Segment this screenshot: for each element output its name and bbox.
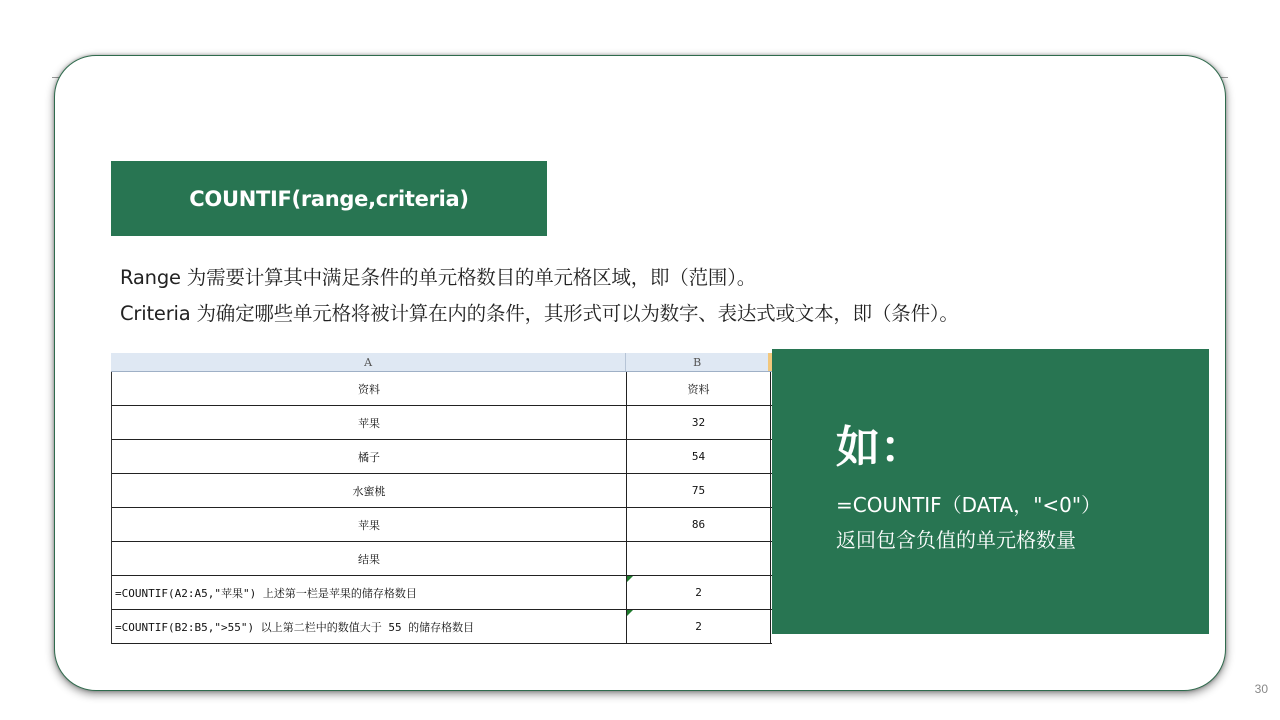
cell-b8-value: 2 (695, 620, 702, 633)
table-row (112, 576, 772, 610)
formula-flag-icon (627, 576, 633, 582)
formula-banner (111, 161, 547, 236)
spreadsheet-example (111, 353, 772, 644)
column-header-row (111, 353, 772, 372)
cell-a2[interactable]: 苹果 (112, 406, 627, 439)
cell-a7[interactable]: =COUNTIF(A2:A5,"苹果") 上述第一栏是苹果的储存格数目 (112, 576, 627, 609)
cell-b1[interactable]: 资料 (627, 372, 771, 405)
cell-a8[interactable]: =COUNTIF(B2:B5,">55") 以上第二栏中的数值大于 55 的储存格数目 (112, 610, 627, 643)
table-row (112, 440, 772, 474)
cell-a3[interactable]: 橘子 (112, 440, 627, 473)
cell-a4[interactable]: 水蜜桃 (112, 474, 627, 507)
table-row (112, 474, 772, 508)
cell-b5[interactable]: 86 (627, 508, 771, 541)
formula-flag-icon (627, 610, 633, 616)
formula-syntax: COUNTIF(range,criteria) (189, 186, 469, 211)
cell-a1[interactable]: 资料 (112, 372, 627, 405)
cell-a6[interactable]: 结果 (112, 542, 627, 575)
table-row (112, 508, 772, 542)
table-row (112, 542, 772, 576)
example-title: 如： (836, 422, 924, 473)
sheet-rows (111, 372, 772, 644)
cell-b7[interactable] (627, 576, 771, 609)
example-box (772, 349, 1209, 634)
cell-b4[interactable]: 75 (627, 474, 771, 507)
page-number: 30 (1254, 682, 1268, 696)
table-row (112, 372, 772, 406)
cell-b2[interactable]: 32 (627, 406, 771, 439)
cell-b3[interactable]: 54 (627, 440, 771, 473)
example-formula: =COUNTIF（DATA，"<0"） (836, 493, 1102, 517)
cell-b8[interactable] (627, 610, 771, 643)
column-header-b[interactable]: B (626, 353, 772, 371)
range-description: Range 为需要计算其中满足条件的单元格数目的单元格区域，即（范围）。 (120, 266, 757, 289)
example-explanation: 返回包含负值的单元格数量 (836, 528, 1076, 552)
column-header-a[interactable]: A (111, 353, 626, 371)
table-row (112, 610, 772, 644)
criteria-description: Criteria 为确定哪些单元格将被计算在内的条件，其形式可以为数字、表达式或文本，即（条件）。 (120, 302, 959, 325)
cell-b6[interactable] (627, 542, 771, 575)
cell-a5[interactable]: 苹果 (112, 508, 627, 541)
cell-b7-value: 2 (695, 586, 702, 599)
table-row (112, 406, 772, 440)
